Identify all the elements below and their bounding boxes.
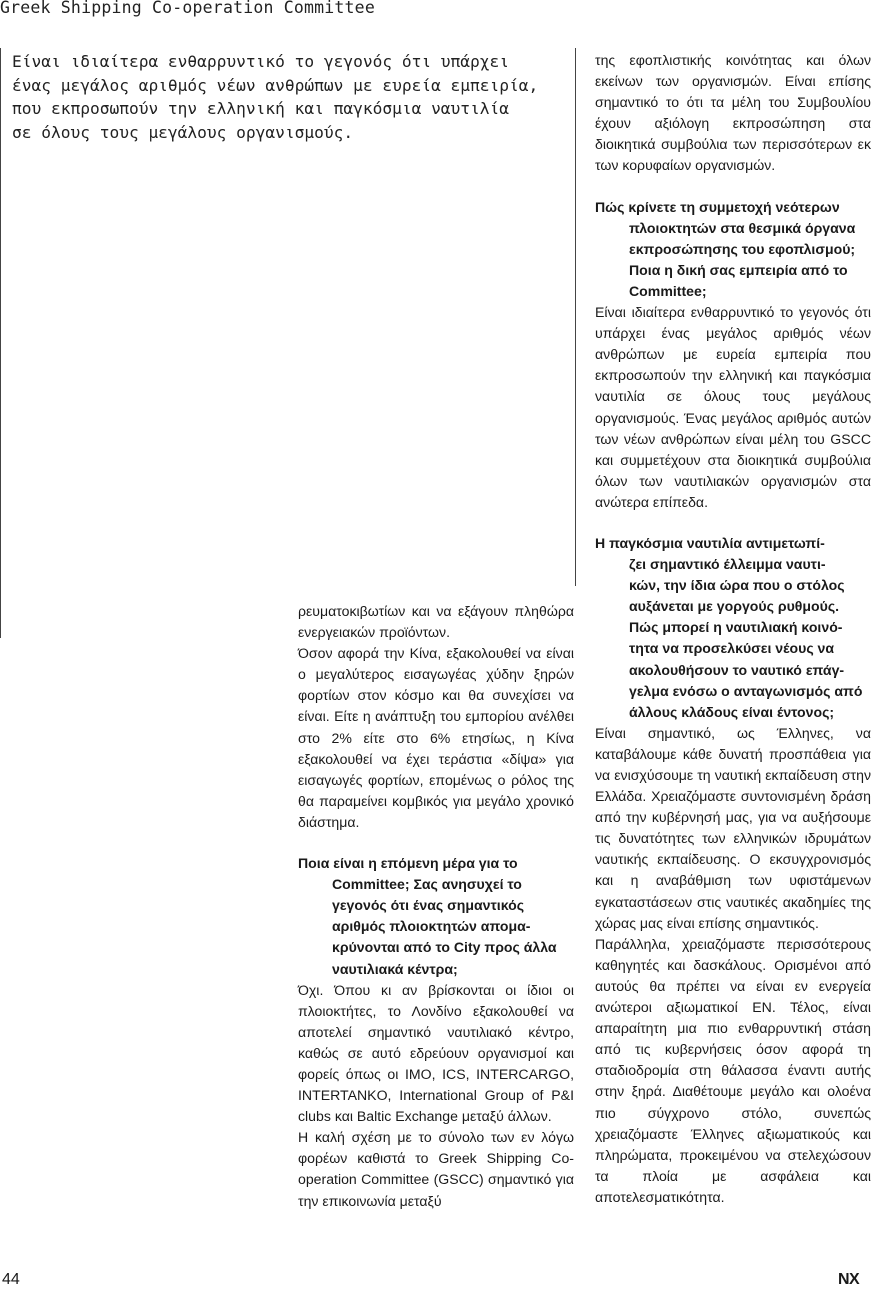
pull-quote-line: Είναι ιδιαίτερα ενθαρρυντικό το γεγονός ότι υπάρχει [12,52,510,71]
question-line: κρύνονται από το City προς άλλα [332,939,557,956]
question-line: Committee; Σας ανησυχεί το [332,876,522,893]
question-line: ζει σημαντικό έλλειμμα ναυτι- [629,556,826,573]
body-paragraph: Η καλή σχέση με το σύνολο των εν λόγω φορέων καθιστά το Greek Shipping Co-operation Committee (GSCC) σημαντικό για την επικοινωνία μεταξύ [298,1129,574,1209]
question-line: Committee; [629,282,707,299]
body-paragraph: της εφοπλιστικής κοινότητας και όλων εκείνων των οργανισμών. Είναι επίσης σημαντικό το ότι τα μέλη του Συμβουλίου έχουν αξιόλογη εκπροσώπηση στα διοικητικά συμβούλια των περισσότερων εκ των κορυφαίων οργανισμών. [595,52,871,174]
question-line: εκπροσώπησης του εφοπλισμού; [629,240,856,257]
pull-quote [12,50,572,144]
body-paragraph: Όσον αφορά την Κίνα, εξακολουθεί να είναι ο μεγαλύτερος εισαγωγέας χύδην ξηρών φορτίων στον κόσμο και θα συνεχίσει να είναι. Είτε η ανάπτυξη του εμπορίου ανέλθει στο 2% είτε στο 6% ετησίως, η Κίνα εξακολουθεί να έχει τεράστια «δίψα» για εισαγωγές φορτίων, επομένως ο ρόλος της θα παραμείνει κομβικός για μεγάλο χρονικό διάστημα. [298,645,574,830]
question-line: γελμα ενόσω ο ανταγωνισμός από [629,682,863,699]
question-line: Ποια η δική σας εμπειρία από το [629,261,848,278]
body-paragraph: ρευματοκιβωτίων και να εξάγουν πληθώρα ενεργειακών προϊόντων. [298,603,574,641]
question-line: αυξάνεται με γοργούς ρυθμούς. [629,598,840,615]
interview-question [298,853,574,980]
question-line: κών, την ίδια ώρα που ο στόλος [629,577,845,594]
pull-quote-line: που εκπροσωπούν την ελληνική και παγκόσμια ναυτιλία [12,99,510,118]
body-paragraph: Όχι. Όπου κι αν βρίσκονται οι ίδιοι οι πλοιοκτήτες, το Λονδίνο εξακολουθεί να αποτελεί σημαντικό ναυτιλιακό κέντρο, καθώς σε αυτό εδρεύουν οργανισμοί και φορείς όπως οι IMO, ICS, INTERCARGO, INTERTANKO, International Group of P&I clubs και Baltic Exchange μεταξύ άλλων. [298,981,574,1125]
question-line: πλοιοκτητών στα θεσμικά όργανα [629,219,856,236]
center-divider-line [575,48,576,586]
page-number: 44 [2,1271,20,1288]
interview-question [595,533,871,723]
body-paragraph: Είναι σημαντικό, ως Έλληνες, να καταβάλουμε κάθε δυνατή προσπάθεια για να ενισχύσουμε τη ναυτική εκπαίδευση στην Ελλάδα. Χρειαζόμαστε συντονισμένη δράση από την κυβέρνησή μας, για να αυξήσουμε τις δυνατότητες των ελληνικών ιδρυμάτων ναυτικής εκπαίδευσης. Ο εκσυγχρονισμός και η αναβάθμιση των υφιστάμενων εγκαταστάσεων στις ναυτικές ακαδημίες της χώρας μας είναι επίσης σημαντικός. [595,724,871,931]
question-line: Πώς κρίνετε τη συμμετοχή νεότερων [595,198,840,215]
question-line: Η παγκόσμια ναυτιλία αντιμετωπί- [595,534,825,551]
right-column [595,50,871,1208]
body-paragraph: Είναι ιδιαίτερα ενθαρρυντικό το γεγονός ότι υπάρχει ένας μεγάλος αριθμός νέων ανθρώπων με ευρεία εμπειρία που εκπροσωπούν την ελληνική και παγκόσμια ναυτιλία σε όλους τους μεγάλους οργανισμούς. Ένας μεγάλος αριθμός αυτών των νέων ανθρώπων είναι μέλη του GSCC και συμμετέχουν στα διοικητικά συμβούλια όλων των ναυτιλιακών οργανισμών στα ανώτερα επίπεδα. [595,304,871,510]
question-line: ναυτιλιακά κέντρα; [332,960,458,977]
magazine-logo: NX [838,1271,860,1288]
question-line: τητα να προσελκύσει νέους να [629,640,835,657]
running-header: Greek Shipping Co-operation Committee [0,0,375,17]
question-line: άλλους κλάδους είναι έντονος; [629,703,835,720]
left-divider-line [0,48,1,638]
question-line: Ποια είναι η επόμενη μέρα για το [298,855,518,872]
question-line: Πώς μπορεί η ναυτιλιακή κοινό- [629,619,843,636]
question-line: γεγονός ότι ένας σημαντικός [332,897,525,914]
question-line: ακολουθήσουν το ναυτικό επάγ- [629,661,845,678]
pull-quote-line: σε όλους τους μεγάλους οργανισμούς. [12,122,354,142]
question-line: αριθμός πλοιοκτητών απομα- [332,918,531,935]
pull-quote-line: ένας μεγάλος αριθμός νέων ανθρώπων με ευρεία εμπειρία, [12,75,539,95]
middle-column [298,601,574,1212]
body-paragraph: Παράλληλα, χρειαζόμαστε περισσότερους καθηγητές και δασκάλους. Ορισμένοι από αυτούς θα πρέπει να είναι εν ενεργεία ανώτεροι αξιωματικοί ΕΝ. Τέλος, είναι απαραίτητη μια πιο ενθαρρυντική στάση από τις κυβερνήσεις όσον αφορά τη σταδιοδρομία στη θάλασσα έναντι αυτής στην ξηρά. Διαθέτουμε μεγάλο και ολοένα πιο σύγχρονο στόλο, συνεπώς χρειαζόμαστε Έλληνες αξιωματικούς και πληρώματα, προκειμένου να στελεχώσουν τα πλοία με ασφάλεια και αποτελεσματικότητα. [595,935,871,1205]
interview-question [595,197,871,302]
